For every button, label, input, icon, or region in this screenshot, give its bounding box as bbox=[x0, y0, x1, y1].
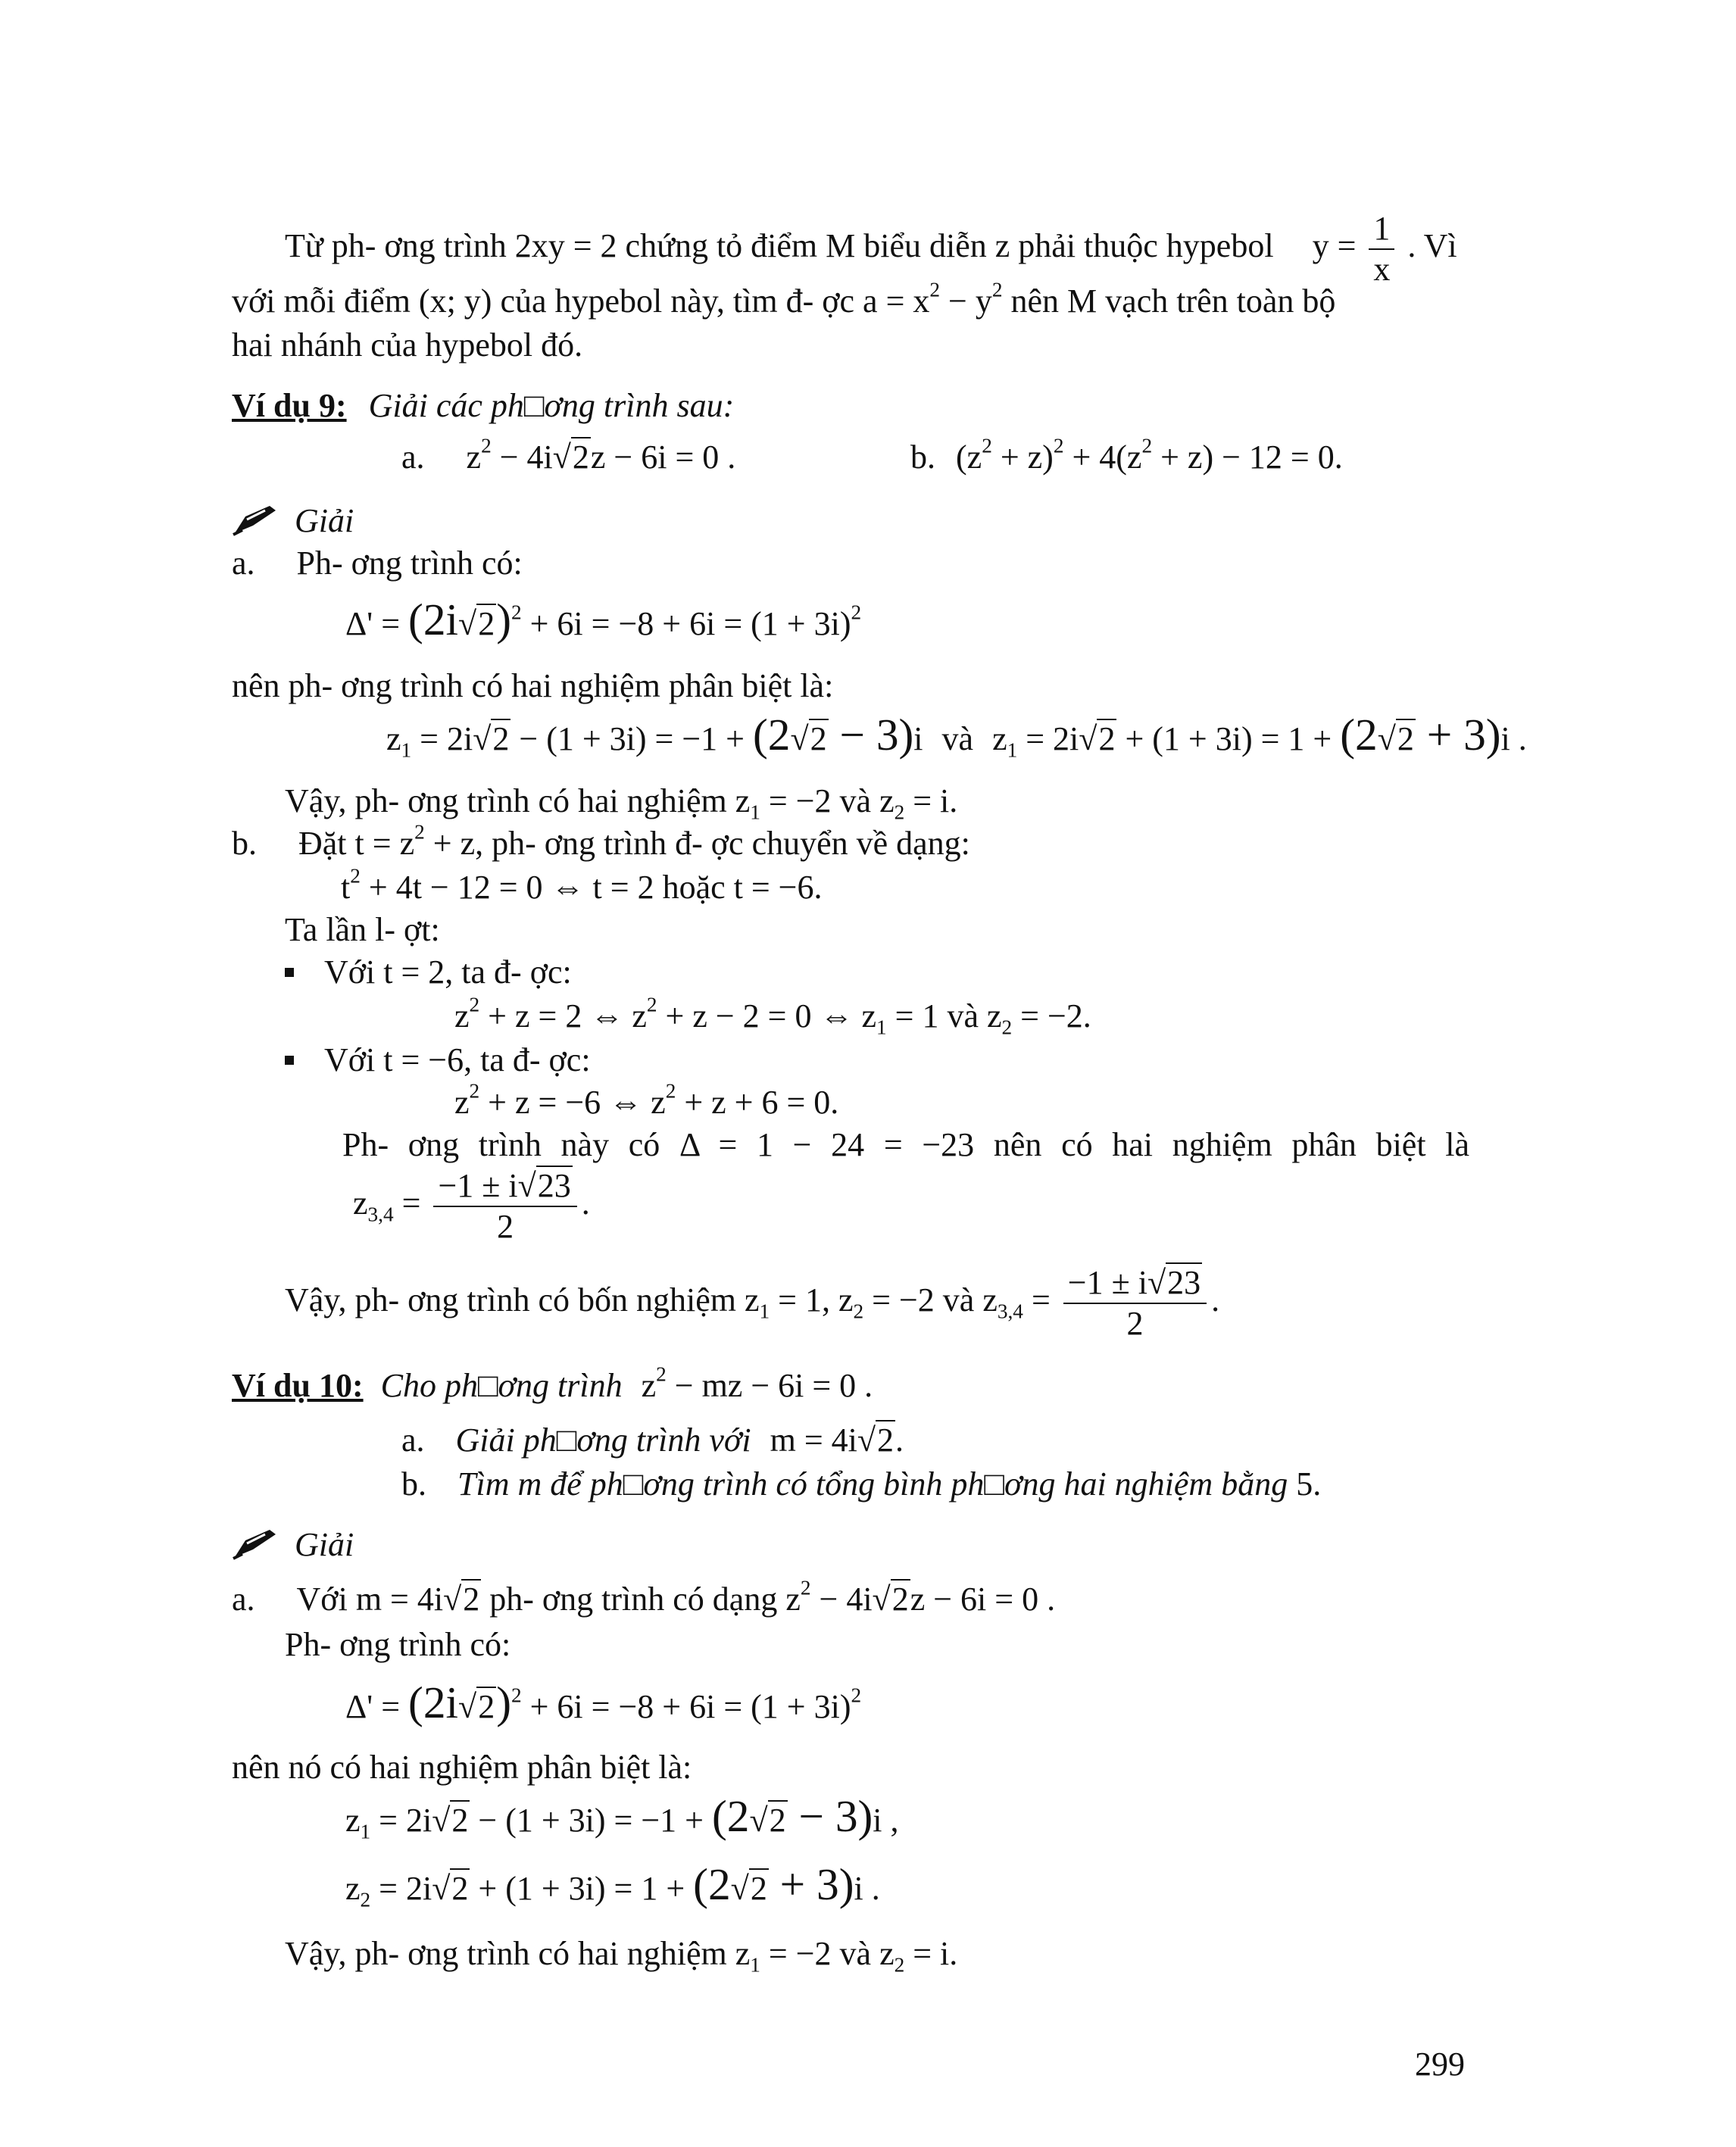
eq-part: Δ' = bbox=[345, 605, 409, 642]
sub: 2 bbox=[360, 1888, 371, 1911]
eq-part: z bbox=[454, 1084, 470, 1121]
exp: 2 bbox=[469, 993, 480, 1016]
eq-part: + z) bbox=[991, 438, 1054, 476]
item-label: b. bbox=[401, 1465, 426, 1503]
eq-part: = bbox=[1023, 1281, 1051, 1319]
eq-part: (2 bbox=[693, 1859, 731, 1909]
exp: 2 bbox=[414, 820, 425, 844]
bullet-icon bbox=[285, 968, 294, 977]
eq-part: i . bbox=[1500, 720, 1527, 757]
eq-part: Vậy, ph- ơng trình có bốn nghiệm z bbox=[285, 1281, 760, 1319]
ex10-delta-equation: $\Delta' = (2i√2)^2 + 6i = -8 + 6i = (1 + 3i)^2$ bbox=[345, 1677, 862, 1727]
eq-part: (2i bbox=[408, 594, 459, 644]
problem-text: Giải ph□ơng trình với bbox=[455, 1421, 751, 1459]
example-10-problem-a: a. Giải ph□ơng trình với m = 4i√2. bbox=[401, 1421, 904, 1459]
eq-part: + z) − 12 = 0. bbox=[1152, 438, 1343, 476]
eq-part: i . bbox=[854, 1870, 880, 1907]
case-text: Ph- ơng trình này có Δ = 1 − 24 = −23 nên có hai nghiệm phân biệt là bbox=[342, 1126, 1469, 1163]
eq-part: m = 4i bbox=[770, 1421, 857, 1459]
eq-part: = −2. bbox=[1012, 997, 1091, 1034]
eq-part: −1 ± i bbox=[1067, 1264, 1147, 1301]
eq-part: − 3) bbox=[828, 710, 914, 760]
eq-part: = bbox=[393, 1184, 421, 1222]
case-text: Với t = 2, ta đ- ợc: bbox=[324, 953, 572, 991]
sqrt: 2 bbox=[1397, 720, 1414, 757]
frac-numerator: 1 bbox=[1369, 209, 1394, 250]
eq-part: − (1 + 3i) = −1 + bbox=[510, 720, 753, 757]
exp: 2 bbox=[851, 1684, 862, 1707]
eq-part: − (1 + 3i) = −1 + bbox=[470, 1802, 712, 1839]
sqrt: 2 bbox=[1098, 720, 1116, 757]
exp: 2 bbox=[481, 434, 492, 457]
eq-part: z bbox=[992, 720, 1007, 757]
eq-part: −1 ± i bbox=[438, 1167, 518, 1204]
sub: 1 bbox=[750, 1953, 760, 1977]
sub: 2 bbox=[1001, 1016, 1013, 1039]
frac-denominator: 2 bbox=[1126, 1305, 1144, 1342]
eq-part: (2 bbox=[752, 710, 791, 760]
item-label: b. bbox=[910, 438, 935, 476]
example-9-problem-a: a. $z^2 - 4i√2z - 6i = 0$ . bbox=[401, 434, 736, 476]
sqrt: 2 bbox=[451, 1802, 469, 1839]
root-fraction bbox=[1063, 1263, 1207, 1343]
intro-line-2 bbox=[232, 280, 1469, 323]
eq-part: z bbox=[982, 1281, 998, 1319]
page-number: 299 bbox=[1415, 2046, 1465, 2083]
intro-line2-b: − y bbox=[940, 282, 992, 320]
example-9-final bbox=[285, 1263, 1219, 1343]
item-label: a. bbox=[401, 1421, 425, 1459]
exp: 2 bbox=[350, 864, 361, 888]
eq-part: + z = −6 ⇔ z bbox=[479, 1084, 666, 1121]
sqrt: 2 bbox=[451, 1870, 469, 1907]
case-1-equation bbox=[454, 995, 1091, 1038]
eq-part: ph- ơng trình có dạng bbox=[481, 1581, 786, 1618]
sub: 2 bbox=[894, 1953, 905, 1977]
eq-part: (2 bbox=[1340, 710, 1378, 760]
eq-part: + 3) bbox=[768, 1859, 854, 1909]
eq-part: i bbox=[913, 720, 923, 757]
exp: 2 bbox=[510, 1684, 522, 1707]
eq-part: Đặt t = z bbox=[298, 825, 415, 862]
frac-numerator: −1 ± i√23 bbox=[433, 1166, 576, 1207]
sqrt: 2 bbox=[891, 1581, 909, 1618]
sqrt: 2 bbox=[572, 438, 589, 476]
ex10-root-2: $z_2 = 2i√2 + (1 + 3i) = 1 + (2√2 + 3)i$ . bbox=[345, 1859, 880, 1911]
eq-part: = i. bbox=[904, 782, 958, 819]
eq-part: Với bbox=[296, 1581, 356, 1618]
ex10-part-a-intro: Ph- ơng trình có: bbox=[285, 1626, 511, 1663]
eq-part: z bbox=[353, 1184, 368, 1222]
sub: 1 bbox=[750, 800, 760, 824]
eq-part: − 4i bbox=[491, 438, 553, 476]
sub: 1 bbox=[401, 738, 412, 762]
conjunction: và bbox=[941, 720, 974, 757]
example-9-title: Giải các ph□ơng trình sau: bbox=[368, 387, 735, 424]
eq-part: . bbox=[895, 1421, 904, 1459]
exp: 2 bbox=[991, 278, 1003, 301]
example-9-problem-b bbox=[910, 436, 1343, 479]
ex10-root-1: $z_1 = 2i√2 - (1 + 3i) = -1 + (2√2 - 3)i$ , bbox=[345, 1791, 899, 1843]
exp: 2 bbox=[1053, 434, 1064, 457]
eq-part: − 3) bbox=[787, 1791, 873, 1841]
example-9-label: Ví dụ 9: bbox=[232, 387, 347, 424]
ex10-roots-intro: nên nó có hai nghiệm phân biệt là: bbox=[232, 1749, 692, 1786]
sub: 1 bbox=[1007, 738, 1018, 762]
eq-part: + z + 6 = 0. bbox=[676, 1084, 839, 1121]
eq-part: + (1 + 3i) = 1 + bbox=[1116, 720, 1341, 757]
solution-label: Giải bbox=[295, 1526, 354, 1563]
eq-part: Vậy, ph- ơng trình có hai nghiệm z bbox=[285, 782, 751, 819]
sub: 3,4 bbox=[997, 1300, 1023, 1323]
case-2-head bbox=[285, 1039, 591, 1081]
exp: 2 bbox=[646, 993, 657, 1016]
eq-part: i , bbox=[873, 1802, 899, 1839]
item-label: a. bbox=[232, 545, 255, 582]
eq-part: + 4(z bbox=[1063, 438, 1142, 476]
hyperbola-fraction bbox=[1369, 209, 1394, 289]
sqrt: 2 bbox=[478, 1688, 495, 1725]
eq-part: − 4i bbox=[810, 1581, 873, 1618]
eq-part: . bbox=[1211, 1281, 1220, 1319]
pen-icon bbox=[232, 1527, 279, 1571]
frac-numerator: −1 ± i√23 bbox=[1063, 1263, 1207, 1304]
eq-part: z bbox=[641, 1367, 657, 1404]
eq-part: − mz − 6i = 0 . bbox=[666, 1367, 873, 1404]
case-2-equation bbox=[454, 1081, 838, 1124]
root-fraction bbox=[433, 1166, 576, 1247]
ex10-conclusion bbox=[285, 1933, 957, 1975]
exp: 2 bbox=[469, 1079, 480, 1103]
bullet-icon bbox=[285, 1056, 294, 1065]
eq-part: + z, ph- ơng trình đ- ợc chuyển về dạng: bbox=[424, 825, 970, 862]
exp: 2 bbox=[929, 278, 941, 301]
sqrt: 2 bbox=[463, 1581, 480, 1618]
eq-part: + 6i = −8 + 6i = (1 + 3i) bbox=[521, 605, 851, 642]
frac-denominator: x bbox=[1373, 251, 1391, 288]
intro-tail: . Vì bbox=[1407, 227, 1457, 265]
example-10-heading bbox=[232, 1362, 873, 1407]
exp: 2 bbox=[656, 1362, 667, 1386]
eq-part: ) bbox=[496, 594, 511, 644]
eq-part: z bbox=[454, 997, 470, 1034]
case-2-discriminant bbox=[342, 1124, 1469, 1166]
eq-part: z bbox=[345, 1802, 361, 1839]
example-10-label: Ví dụ 10: bbox=[232, 1367, 364, 1404]
eq-part: z bbox=[345, 1870, 361, 1907]
part-a-conclusion bbox=[285, 780, 957, 822]
roots-intro: nên ph- ơng trình có hai nghiệm phân biệt là: bbox=[232, 667, 834, 704]
intro-text: Từ ph- ơng trình 2xy = 2 chứng tỏ điểm M biểu diễn z phải thuộc hypebol bbox=[285, 227, 1274, 265]
part-b-intro bbox=[232, 822, 970, 865]
eq-part: = 2i bbox=[411, 720, 473, 757]
delta-equation: $\Delta' = (2i√2)^2 + 6i = -8 + 6i = (1 + 3i)^2$ bbox=[345, 594, 862, 644]
eq-part: = −2 và bbox=[863, 1281, 983, 1319]
case-2-roots bbox=[353, 1166, 590, 1247]
solution-label: Giải bbox=[295, 502, 354, 539]
case-text: Với t = −6, ta đ- ợc: bbox=[324, 1041, 591, 1078]
eq-part: = 2i bbox=[1017, 720, 1079, 757]
eq-part: Vậy, ph- ơng trình có hai nghiệm z bbox=[285, 1935, 751, 1972]
eq-part: + z − 2 = 0 ⇔ z bbox=[657, 997, 877, 1034]
intro-line-1 bbox=[285, 209, 1457, 289]
eq-part: = −2 và z bbox=[760, 1935, 895, 1972]
eq-part: z − 6i = 0 . bbox=[590, 438, 736, 476]
solution-9-heading bbox=[232, 500, 354, 547]
eq-part: = i. bbox=[904, 1935, 958, 1972]
ex10-part-a-line: a. Với m = 4i√2 ph- ơng trình có dạng $z^2 - 4i√2z - 6i = 0$ . bbox=[232, 1576, 1056, 1618]
eq-part: + 4t − 12 = 0 ⇔ t = 2 hoặc t = −6. bbox=[360, 869, 823, 906]
roots-equation: $z_1 = 2i√2 - (1 + 3i) = -1 + (2√2 - 3)i$ và $z_1 = 2i√2 + (1 + 3i) = 1 + (2√2 + 3)i$ . bbox=[386, 710, 1527, 762]
eq-part: (z bbox=[956, 438, 982, 476]
eq-part: + (1 + 3i) = 1 + bbox=[470, 1870, 694, 1907]
intro-line2-a: với mỗi điểm (x; y) của hypebol này, tìm đ- ợc a = x bbox=[232, 282, 930, 320]
intro-line2-c: nên M vạch trên toàn bộ bbox=[1002, 282, 1336, 320]
sqrt: 2 bbox=[478, 605, 495, 642]
eq-part: . bbox=[581, 1184, 590, 1222]
example-9-heading bbox=[232, 385, 734, 427]
sqrt: 23 bbox=[537, 1167, 571, 1204]
eq-part: (2i bbox=[408, 1677, 459, 1727]
eq-part: t bbox=[341, 869, 351, 906]
exp: 2 bbox=[665, 1079, 676, 1103]
eq-part: Δ' = bbox=[345, 1688, 409, 1725]
eq-part: z bbox=[785, 1581, 801, 1618]
eq-part: m = 4i bbox=[355, 1581, 444, 1618]
part-text: Ph- ơng trình có: bbox=[296, 545, 523, 582]
solution-10-heading bbox=[232, 1524, 354, 1571]
item-label: a. bbox=[401, 438, 425, 476]
eq-part: = 2i bbox=[370, 1802, 432, 1839]
eq-part: + z = 2 ⇔ z bbox=[479, 997, 647, 1034]
pen-icon bbox=[232, 503, 279, 547]
frac-denominator: 2 bbox=[497, 1208, 514, 1245]
exp: 2 bbox=[1141, 434, 1153, 457]
sub: 1 bbox=[876, 1016, 887, 1039]
exp: 2 bbox=[982, 434, 992, 457]
sqrt: 2 bbox=[810, 720, 827, 757]
eq-part: = 2i bbox=[370, 1870, 432, 1907]
hyperbola-lhs: y = bbox=[1312, 227, 1357, 265]
item-label: a. bbox=[232, 1581, 255, 1618]
sub: 2 bbox=[853, 1300, 864, 1323]
eq-part: = −2 và z bbox=[760, 782, 895, 819]
sub: 3,4 bbox=[367, 1203, 394, 1226]
example-10-title: Cho ph□ơng trình bbox=[380, 1367, 623, 1404]
exp: 2 bbox=[510, 601, 522, 624]
sub: 1 bbox=[759, 1300, 770, 1323]
sqrt: 2 bbox=[877, 1421, 895, 1459]
sqrt: 2 bbox=[750, 1870, 767, 1907]
eq-part: = 1 và z bbox=[886, 997, 1002, 1034]
sub: 1 bbox=[360, 1820, 371, 1843]
eq-part: z − 6i = 0 . bbox=[910, 1581, 1056, 1618]
exp: 2 bbox=[800, 1576, 811, 1599]
intro-line-3: hai nhánh của hypebol đó. bbox=[232, 326, 583, 364]
part-a-intro bbox=[232, 542, 523, 585]
eq-part: + 6i = −8 + 6i = (1 + 3i) bbox=[521, 1688, 851, 1725]
eq-part: z bbox=[466, 438, 482, 476]
eq-part: z bbox=[386, 720, 401, 757]
problem-text: Tìm m để ph□ơng trình có tổng bình ph□ơng hai nghiệm bằng bbox=[457, 1465, 1288, 1503]
case-1-head bbox=[285, 951, 572, 994]
sqrt: 2 bbox=[492, 720, 510, 757]
eq-part: + 3) bbox=[1415, 710, 1501, 760]
eq-part: 5. bbox=[1288, 1465, 1322, 1503]
sqrt: 2 bbox=[769, 1802, 786, 1839]
cases-intro: Ta lần l- ợt: bbox=[285, 911, 440, 948]
eq-part: (2 bbox=[711, 1791, 750, 1841]
example-10-problem-b bbox=[401, 1463, 1321, 1506]
eq-part: = 1, z bbox=[770, 1281, 854, 1319]
exp: 2 bbox=[851, 601, 862, 624]
eq-part: ) bbox=[496, 1677, 511, 1727]
sub: 2 bbox=[894, 800, 905, 824]
substitution-equation bbox=[341, 866, 823, 909]
item-label: b. bbox=[232, 825, 257, 862]
sqrt: 23 bbox=[1167, 1264, 1201, 1301]
